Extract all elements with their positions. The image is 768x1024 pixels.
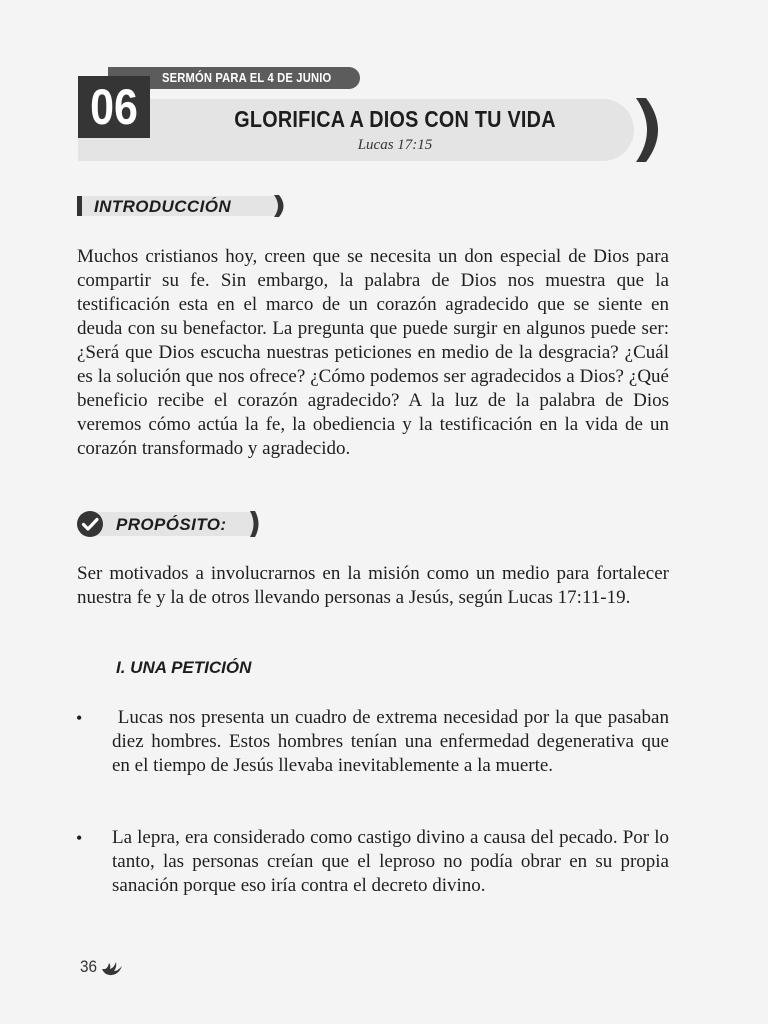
bullet-marker: • [76, 708, 83, 728]
page-number: 36 [80, 957, 98, 976]
flame-logo-icon [101, 960, 123, 976]
bullet-marker: • [76, 828, 83, 848]
check-circle-icon [76, 510, 104, 538]
intro-bracket-icon [272, 195, 288, 217]
purpose-heading: PROPÓSITO: [116, 515, 227, 534]
scripture-reference: Lucas 17:15 [357, 137, 433, 153]
list-item: Lucas nos presenta un cuadro de extrema necesidad por la que pasaban diez hombres. Estos hombres tenían una enfermedad degenerativa que en el tiempo de Jesús llevaba inevitablemente a la muerte. [112, 707, 674, 776]
list-item: La lepra, era considerado como castigo divino a causa del pecado. Por lo tanto, las personas creían que el leproso no podía obrar en su propia sanación porque eso iría contra el decreto divino. [112, 827, 669, 896]
intro-heading: INTRODUCCIÓN [94, 197, 232, 216]
section-heading: I. UNA PETICIÓN [116, 658, 252, 677]
purpose-paragraph: Ser motivados a involucrarnos en la misión como un medio para fortalecer nuestra fe y la de otros llevando personas a Jesús, según Lucas 17:11-19. [77, 563, 669, 608]
sermon-date-label: SERMÓN PARA EL 4 DE JUNIO [162, 70, 332, 85]
sermon-number: 06 [90, 79, 138, 135]
intro-paragraph: Muchos cristianos hoy, creen que se necesita un don especial de Dios para compartir su fe. Sin embargo, la palabra de Dios nos muestra que la testificación esta en el marco de un corazón agradecido que se siente en deuda con su benefactor. La pregunta que puede surgir en algunos puede ser: ¿Será que Dios escucha nuestras peticiones en medio de la desgracia? ¿Cuál es la solución que nos ofrece? ¿Cómo podemos ser agradecidos a Dios? ¿Qué beneficio recibe el corazón agradecido? A la luz de la palabra de Dios veremos cómo actúa la fe, la obediencia y la testificación en la vida de un corazón transformado y agradecido. [77, 246, 669, 459]
purpose-bracket-icon [248, 511, 262, 537]
title-bracket-icon [632, 98, 670, 162]
page-title: GLORIFICA A DIOS CON TU VIDA [234, 106, 556, 132]
